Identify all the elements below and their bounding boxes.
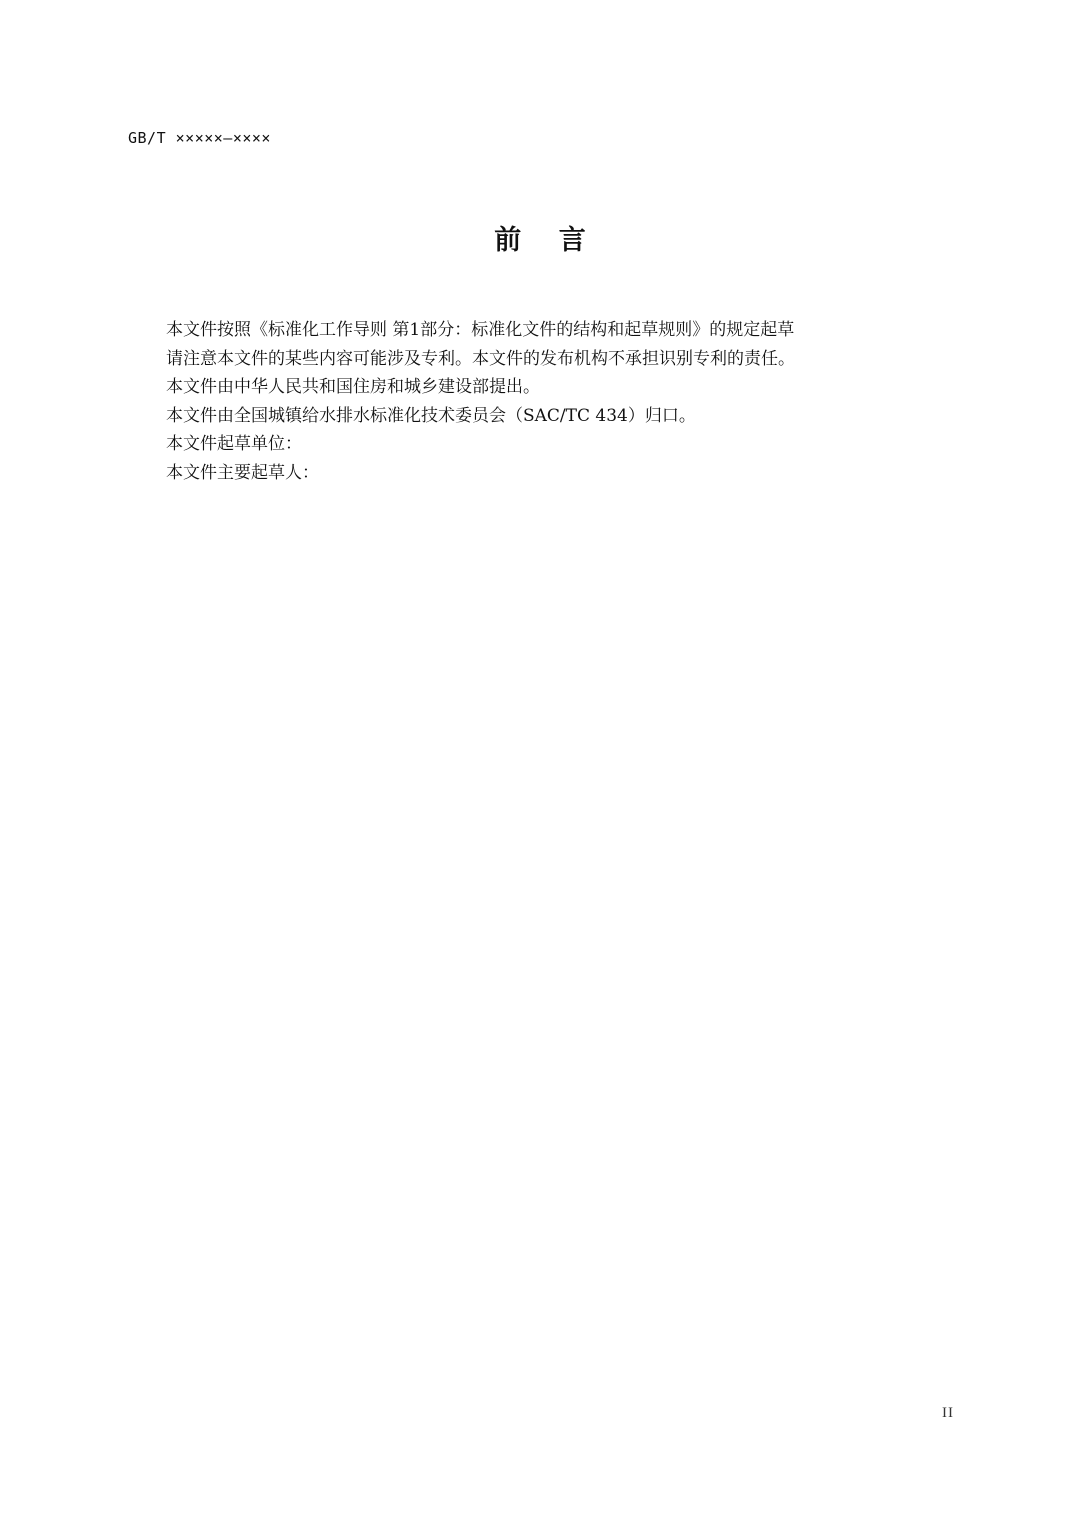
page-number: II — [942, 1405, 954, 1421]
foreword-body — [166, 316, 926, 487]
paragraph-drafting-rules: 本文件按照《标准化工作导则 第1部分：标准化文件的结构和起草规则》的规定起草 — [166, 320, 795, 340]
paragraph-drafting-units: 本文件起草单位： — [166, 434, 302, 454]
page-title: 前 言 — [494, 225, 586, 256]
paragraph-technical-committee: 本文件由全国城镇给水排水标准化技术委员会（SAC/TC 434）归口。 — [166, 405, 696, 426]
standard-code: GB/T ×××××—×××× — [128, 129, 271, 147]
paragraph-patent-notice: 请注意本文件的某些内容可能涉及专利。本文件的发布机构不承担识别专利的责任。 — [166, 348, 795, 369]
paragraph-proposed-by: 本文件由中华人民共和国住房和城乡建设部提出。 — [166, 377, 540, 397]
paragraph-main-drafters: 本文件主要起草人： — [166, 462, 319, 483]
